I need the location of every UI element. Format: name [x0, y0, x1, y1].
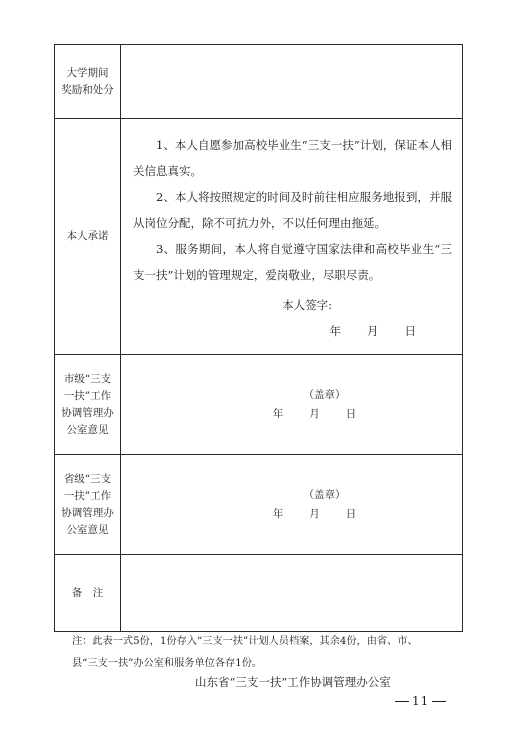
remarks-label-text: 备 注: [71, 586, 104, 599]
province-office-date: [167, 505, 462, 524]
city-office-label-line1: 市级“三支: [63, 372, 112, 385]
pledge-item-3: 3、服务期间，本人将自觉遵守国家法律和高校毕业生“三支一扶”计划的管理规定，爱岗敬业，尽职尽责。: [133, 241, 452, 282]
province-office-label-line4: 公室意见: [66, 523, 109, 536]
page-number: [392, 694, 449, 708]
province-office-label-line3: 协调管理办: [61, 506, 114, 519]
office-name: 山东省“三支一扶”工作协调管理办公室: [195, 675, 391, 689]
signature-label: 本人签字:: [282, 297, 332, 312]
page-number-value: 11: [412, 694, 430, 708]
volunteer-form-table: [54, 44, 463, 632]
pledge-item-1: 1、本人自愿参加高校毕业生“三支一扶”计划，保证本人相关信息真实。: [133, 137, 452, 178]
province-day-label: 日: [345, 507, 357, 520]
pledge-label-text: 本人承诺: [66, 230, 109, 242]
awards-value-cell[interactable]: [121, 45, 463, 119]
remarks-value-cell[interactable]: [121, 555, 463, 632]
awards-label-line1: 大学期间: [66, 66, 109, 79]
province-office-row: [55, 455, 463, 555]
awards-label: [55, 45, 121, 119]
city-year-label: 年: [272, 407, 284, 420]
footnote-line2: 县“三支一扶”办公室和服务单位各存1份。: [72, 658, 263, 669]
province-year-label: 年: [272, 507, 284, 520]
footnote-line1: 注：此表一式5份，1份存入“三支一扶”计划人员档案，其余4份，由省、市、: [72, 636, 418, 647]
pledge-row: [55, 119, 463, 355]
province-office-label-line1: 省级“三支: [63, 472, 112, 485]
pledge-day-label: 日: [404, 323, 416, 338]
province-office-cell: [121, 455, 463, 555]
province-month-label: 月: [309, 507, 320, 520]
province-office-label-line2: 一扶”工作: [63, 489, 112, 502]
page-number-dash-right: [432, 701, 446, 702]
footnote: [72, 631, 472, 675]
signature-line: [133, 292, 452, 318]
city-office-label: [55, 355, 121, 455]
pledge-label: [55, 119, 121, 355]
remarks-row: [55, 555, 463, 632]
province-office-seal: （盖章）: [303, 488, 346, 501]
city-day-label: 日: [345, 407, 357, 420]
awards-row: [55, 45, 463, 119]
pledge-cell: [121, 119, 463, 355]
pledge-item-2: 2、本人将按照规定的时间及时前往相应服务地报到，并服从岗位分配，除不可抗力外，不以任何理由拖延。: [133, 189, 452, 230]
pledge-date-line: [133, 318, 452, 344]
city-office-label-line2: 一扶”工作: [63, 389, 112, 402]
province-office-label: [55, 455, 121, 555]
remarks-label: [55, 555, 121, 632]
awards-label-line2: 奖励和处分: [61, 83, 114, 96]
city-office-label-line3: 协调管理办: [61, 406, 114, 419]
pledge-year-label: 年: [329, 323, 341, 338]
page-number-dash-left: [395, 701, 409, 702]
city-office-date: [167, 405, 462, 424]
city-office-label-line4: 公室意见: [66, 423, 109, 436]
city-office-seal: （盖章）: [303, 388, 346, 401]
city-office-cell: [121, 355, 463, 455]
city-month-label: 月: [309, 407, 320, 420]
city-office-row: [55, 355, 463, 455]
pledge-month-label: 月: [367, 323, 379, 338]
